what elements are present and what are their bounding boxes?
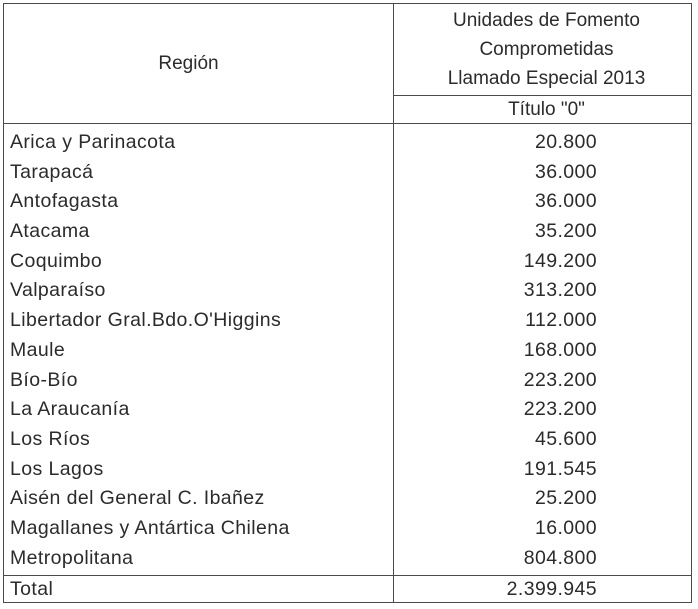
header-region-label: Región xyxy=(158,52,219,74)
region-value: 45.600 xyxy=(534,427,597,450)
region-value: 223.200 xyxy=(523,368,597,391)
header-units-line-2: Comprometidas xyxy=(479,39,614,60)
region-value: 25.200 xyxy=(534,487,597,510)
header-units xyxy=(394,4,691,96)
total-label xyxy=(4,576,394,602)
region-values-column xyxy=(394,124,691,576)
region-value: 804.800 xyxy=(523,546,597,569)
region-value: 149.200 xyxy=(523,249,597,272)
region-value: 223.200 xyxy=(523,398,597,421)
region-name: La Araucanía xyxy=(10,398,130,421)
total-value xyxy=(394,576,691,602)
region-name: Los Ríos xyxy=(10,427,91,450)
region-name: Maule xyxy=(10,338,66,361)
region-name: Coquimbo xyxy=(10,249,103,272)
region-name: Libertador Gral.Bdo.O'Higgins xyxy=(10,309,282,332)
region-name: Atacama xyxy=(10,220,90,243)
region-table xyxy=(3,3,692,603)
region-name: Aisén del General C. Ibañez xyxy=(10,487,265,510)
total-value-text: 2.399.945 xyxy=(506,577,597,600)
region-name: Valparaíso xyxy=(10,279,106,302)
region-value: 36.000 xyxy=(534,190,597,213)
header-units-line-1: Unidades de Fomento xyxy=(453,10,640,31)
region-name: Antofagasta xyxy=(10,190,119,213)
region-value: 191.545 xyxy=(523,457,597,480)
region-value: 36.000 xyxy=(534,160,597,183)
region-value: 112.000 xyxy=(525,309,597,332)
region-value: 16.000 xyxy=(534,516,597,539)
header-subheader xyxy=(394,96,691,124)
region-value: 20.800 xyxy=(534,131,597,153)
region-name: Metropolitana xyxy=(10,546,134,569)
header-subheader-label: Título "0" xyxy=(508,98,585,120)
header-region xyxy=(4,4,394,124)
region-name: Arica y Parinacota xyxy=(10,131,176,153)
region-name: Los Lagos xyxy=(10,457,104,480)
total-label-text: Total xyxy=(10,577,54,600)
region-names-column xyxy=(4,124,394,576)
region-name: Tarapacá xyxy=(10,160,94,183)
region-name: Bío-Bío xyxy=(10,368,78,391)
header-units-line-3: Llamado Especial 2013 xyxy=(447,68,646,89)
region-name: Magallanes y Antártica Chilena xyxy=(10,516,290,539)
region-value: 35.200 xyxy=(534,220,597,243)
region-value: 313.200 xyxy=(523,279,597,302)
region-value: 168.000 xyxy=(523,338,597,361)
